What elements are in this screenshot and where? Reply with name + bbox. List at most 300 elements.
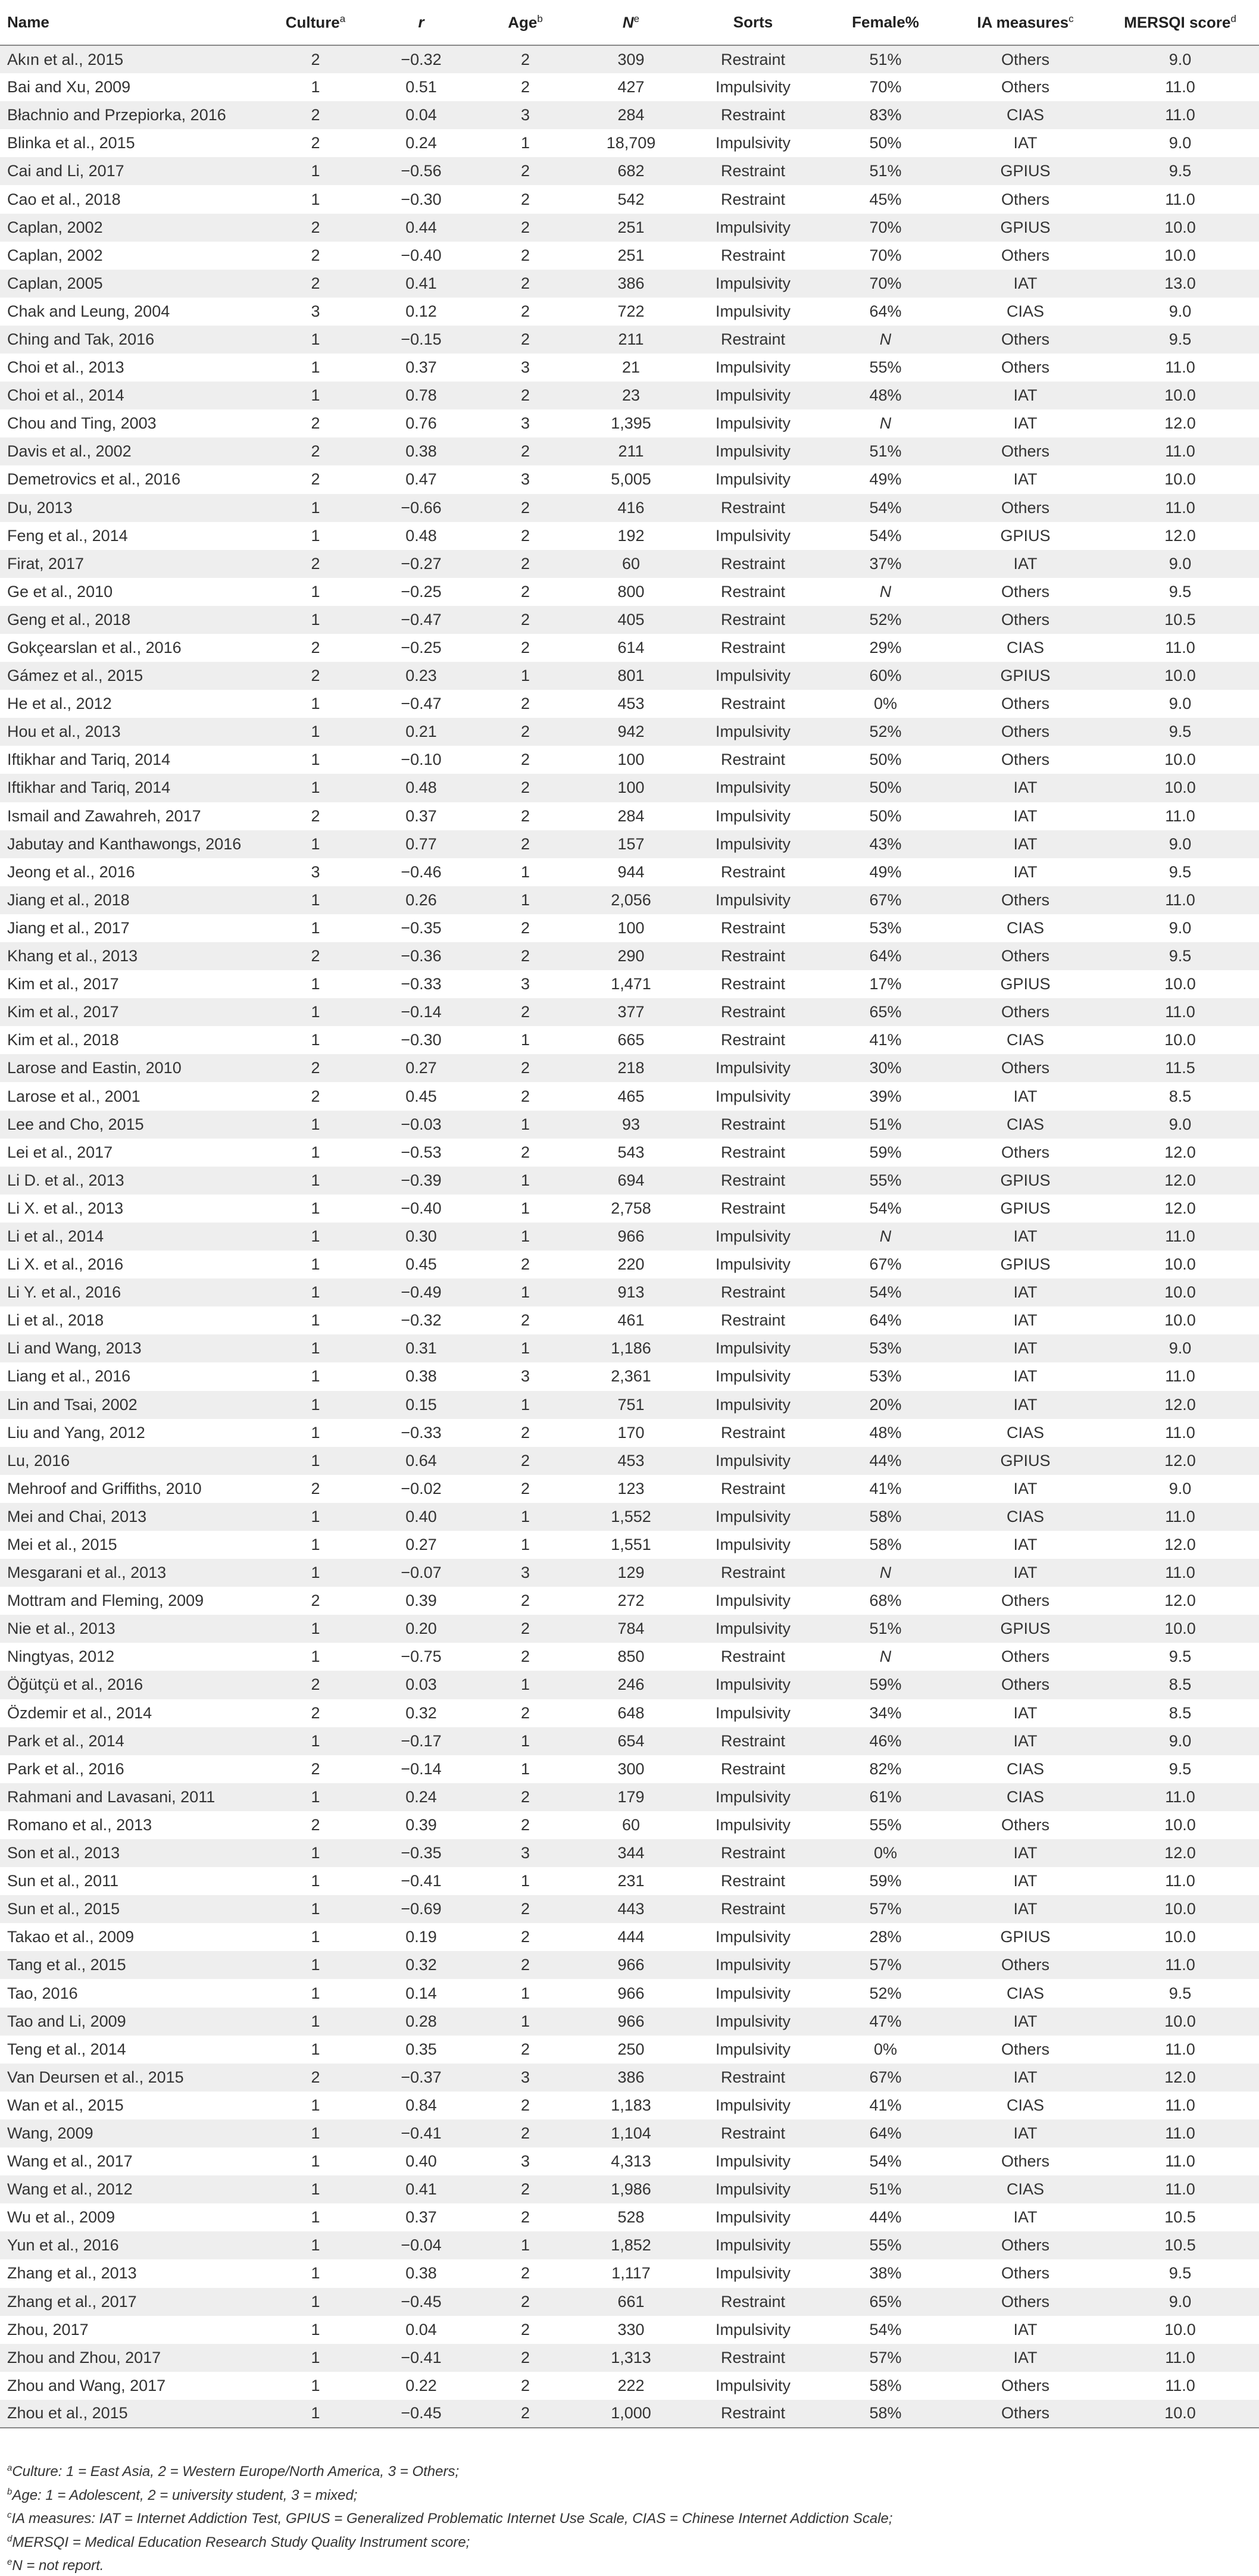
footnote bbox=[7, 2529, 1251, 2553]
cell-study-name: Kim et al., 2017 bbox=[7, 1003, 119, 1021]
cell-r-value: 0.84 bbox=[405, 2096, 437, 2114]
cell-study-name: Caplan, 2005 bbox=[7, 274, 103, 292]
table-row bbox=[0, 437, 1259, 465]
cell-age: 2 bbox=[473, 2400, 577, 2428]
cell-study-name: Davis et al., 2002 bbox=[7, 442, 132, 461]
cell-age: 2 bbox=[520, 610, 530, 629]
cell-female-percent: 54% bbox=[869, 2152, 902, 2171]
cell-mersqi-score: 9.0 bbox=[1169, 834, 1192, 853]
cell-culture: 1 bbox=[311, 1311, 320, 1330]
table-row bbox=[0, 1054, 1259, 1082]
cell-ia-measure: Others bbox=[1001, 723, 1050, 741]
table-row bbox=[0, 1531, 1259, 1559]
cell-ia-measure: Others bbox=[1001, 78, 1050, 96]
cell-culture: 2 bbox=[311, 246, 320, 264]
table-row bbox=[0, 1979, 1259, 2007]
cell-ia-measure: Others bbox=[1001, 246, 1050, 264]
cell-study-name: Lin and Tsai, 2002 bbox=[7, 1395, 138, 1414]
table-row bbox=[0, 1391, 1259, 1419]
cell-sample-size: 386 bbox=[617, 2068, 645, 2086]
cell-culture: 1 bbox=[311, 1956, 320, 1974]
cell-r-value: −0.36 bbox=[401, 947, 442, 965]
cell-culture: 1 bbox=[311, 1171, 320, 1189]
footnote-text: N = not report. bbox=[12, 2558, 104, 2574]
table-row bbox=[0, 214, 1259, 242]
cell-r-value: −0.32 bbox=[401, 50, 442, 68]
cell-mersqi-score: 10.5 bbox=[1164, 2208, 1196, 2227]
cell-age: 2 bbox=[520, 1423, 530, 1442]
cell-r-value: 0.28 bbox=[405, 2012, 437, 2030]
cell-age: 2 bbox=[520, 723, 530, 741]
cell-age: 2 bbox=[520, 2096, 530, 2114]
cell-study-name: Jabutay and Kanthawongs, 2016 bbox=[7, 834, 242, 853]
cell-ia-measure: IAT bbox=[1013, 470, 1038, 489]
cell-r-value: 0.41 bbox=[405, 274, 437, 292]
cell-sample-size: 543 bbox=[617, 1143, 645, 1161]
cell-culture: 1 bbox=[311, 2180, 320, 2199]
cell-study-name: Caplan, 2002 bbox=[7, 246, 103, 264]
cell-culture: 2 bbox=[311, 1675, 320, 1694]
cell-mersqi-score: 10.0 bbox=[1164, 1620, 1196, 1638]
cell-r-value: 0.19 bbox=[405, 1928, 437, 1946]
cell-sample-size: 1,471 bbox=[611, 975, 651, 993]
cell-r-value: −0.33 bbox=[401, 975, 442, 993]
cell-r-value: −0.40 bbox=[401, 1199, 442, 1217]
cell-female-percent: 28% bbox=[869, 1928, 902, 1946]
cell-female-percent: 44% bbox=[869, 1451, 902, 1470]
cell-study-name: Ismail and Zawahreh, 2017 bbox=[7, 806, 201, 825]
cell-mersqi-score: 12.0 bbox=[1164, 1844, 1196, 1862]
cell-female-percent: 82% bbox=[869, 1759, 902, 1778]
cell-female-percent: 67% bbox=[869, 2068, 902, 2086]
footnote-mark: c bbox=[7, 2510, 12, 2520]
cell-mersqi-score: 11.0 bbox=[1165, 1956, 1195, 1974]
table-row bbox=[0, 1783, 1259, 1811]
cell-culture: 1 bbox=[311, 1395, 320, 1414]
cell-sorts: Impulsivity bbox=[715, 2152, 791, 2171]
cell-sorts: Impulsivity bbox=[715, 890, 791, 909]
cell-sorts: Restraint bbox=[720, 1564, 786, 1582]
cell-mersqi-score: 11.0 bbox=[1165, 78, 1195, 96]
cell-mersqi-score: 11.0 bbox=[1165, 2348, 1195, 2366]
cell-mersqi-score: 10.0 bbox=[1164, 1928, 1196, 1946]
cell-sorts: Impulsivity bbox=[715, 2012, 791, 2030]
cell-mersqi-score: 9.5 bbox=[1169, 1759, 1192, 1778]
cell-female-percent: 57% bbox=[869, 2348, 902, 2366]
table-row bbox=[0, 578, 1259, 606]
table-row bbox=[0, 2119, 1259, 2147]
cell-r-value: −0.41 bbox=[401, 2124, 442, 2142]
cell-sorts: Impulsivity bbox=[715, 1395, 791, 1414]
cell-sorts: Impulsivity bbox=[715, 470, 791, 489]
cell-sample-size: 966 bbox=[617, 1956, 645, 1974]
cell-age: 3 bbox=[520, 1564, 530, 1582]
cell-ia-measure: Others bbox=[1001, 2040, 1050, 2058]
cell-study-name: Zhou et al., 2015 bbox=[0, 2400, 262, 2428]
col-header-ia-measures: IA measures$^c$ bbox=[949, 0, 1101, 45]
cell-ia-measure: Others bbox=[1001, 1143, 1050, 1161]
cell-age: 1 bbox=[520, 1171, 530, 1189]
cell-ia-measure: IAT bbox=[1013, 862, 1038, 881]
cell-culture: 3 bbox=[311, 862, 320, 881]
cell-sorts: Impulsivity bbox=[715, 1507, 791, 1525]
table-row bbox=[0, 2400, 1259, 2428]
cell-female-percent: 20% bbox=[869, 1395, 902, 1414]
cell-study-name: Mei and Chai, 2013 bbox=[7, 1507, 147, 1525]
cell-sorts: Impulsivity bbox=[715, 1956, 791, 1974]
cell-sample-size: 284 bbox=[617, 106, 645, 124]
cell-sample-size: 220 bbox=[617, 1255, 645, 1274]
cell-sorts: Restraint bbox=[720, 639, 786, 657]
cell-mersqi-score: 11.0 bbox=[1165, 1367, 1195, 1386]
cell-sorts: Impulsivity bbox=[715, 134, 791, 152]
cell-r-value: 0.38 bbox=[405, 442, 437, 461]
cell-sample-size: 453 bbox=[617, 695, 645, 713]
cell-mersqi-score: 9.0 bbox=[1169, 1479, 1192, 1498]
cell-culture: 2 bbox=[311, 442, 320, 461]
cell-study-name: Mesgarani et al., 2013 bbox=[7, 1564, 167, 1582]
cell-sample-size: 170 bbox=[617, 1423, 645, 1442]
cell-age: 2 bbox=[520, 1787, 530, 1806]
table-row bbox=[0, 2372, 1259, 2400]
table-row bbox=[0, 802, 1259, 830]
cell-ia-measure: Others bbox=[1001, 1059, 1050, 1077]
cell-sample-size: 192 bbox=[617, 526, 645, 545]
cell-r-value: 0.03 bbox=[405, 1675, 437, 1694]
cell-study-name: Li et al., 2014 bbox=[7, 1227, 104, 1245]
cell-culture: 1 bbox=[311, 1984, 320, 2002]
table-row bbox=[0, 690, 1259, 718]
cell-study-name: Jiang et al., 2018 bbox=[7, 890, 130, 909]
cell-mersqi-score: 9.5 bbox=[1169, 947, 1192, 965]
cell-sample-size: 416 bbox=[617, 498, 645, 517]
cell-culture: 1 bbox=[311, 1451, 320, 1470]
cell-study-name: Özdemir et al., 2014 bbox=[7, 1703, 152, 1722]
cell-age: 3 bbox=[520, 106, 530, 124]
cell-female-percent: 46% bbox=[869, 1731, 902, 1750]
cell-mersqi-score: 11.0 bbox=[1165, 1787, 1195, 1806]
cell-culture: 2 bbox=[311, 50, 320, 68]
table-row bbox=[0, 1559, 1259, 1587]
table-row bbox=[0, 1587, 1259, 1615]
cell-sorts: Impulsivity bbox=[715, 779, 791, 797]
cell-r-value: 0.14 bbox=[405, 1984, 437, 2002]
table-row bbox=[0, 718, 1259, 746]
cell-r-value: 0.37 bbox=[405, 806, 437, 825]
cell-sample-size: 1,104 bbox=[611, 2124, 651, 2142]
cell-r-value: 0.38 bbox=[405, 1367, 437, 1386]
cell-ia-measure: Others bbox=[1001, 2264, 1050, 2283]
cell-female-percent: 58% bbox=[869, 2376, 902, 2394]
cell-sorts: Impulsivity bbox=[715, 2376, 791, 2394]
cell-study-name: Son et al., 2013 bbox=[7, 1844, 120, 1862]
table-row bbox=[0, 858, 1259, 886]
cell-sorts: Impulsivity bbox=[715, 1984, 791, 2002]
cell-study-name: Kim et al., 2017 bbox=[7, 975, 119, 993]
cell-mersqi-score: 10.0 bbox=[1164, 2012, 1196, 2030]
cell-female-percent: 48% bbox=[869, 1423, 902, 1442]
cell-study-name: Ge et al., 2010 bbox=[7, 582, 113, 601]
cell-ia-measure: IAT bbox=[1013, 1479, 1038, 1498]
cell-ia-measure: Others bbox=[1001, 50, 1050, 68]
cell-culture: 2 bbox=[311, 667, 320, 685]
cell-r-value: 0.76 bbox=[405, 414, 437, 433]
cell-culture: 1 bbox=[311, 386, 320, 405]
cell-mersqi-score: 10.0 bbox=[1164, 1311, 1196, 1330]
cell-culture: 1 bbox=[311, 2348, 320, 2366]
cell-culture: 2 bbox=[311, 470, 320, 489]
cell-female-percent: 48% bbox=[869, 386, 902, 405]
table-row bbox=[0, 2147, 1259, 2175]
cell-mersqi-score: 10.5 bbox=[1164, 2236, 1196, 2255]
cell-culture: 2 bbox=[311, 1087, 320, 1105]
cell-study-name: Jeong et al., 2016 bbox=[7, 862, 135, 881]
cell-culture: 1 bbox=[311, 2264, 320, 2283]
cell-sorts: Restraint bbox=[720, 330, 786, 348]
cell-ia-measure: Others bbox=[1001, 582, 1050, 601]
cell-ia-measure: IAT bbox=[1013, 1731, 1038, 1750]
cell-age: 3 bbox=[520, 1844, 530, 1862]
cell-culture: 1 bbox=[311, 751, 320, 769]
table-row bbox=[0, 1475, 1259, 1503]
cell-female-percent: 51% bbox=[869, 1620, 902, 1638]
header-row bbox=[0, 0, 1259, 45]
cell-study-name: Choi et al., 2014 bbox=[7, 386, 124, 405]
cell-study-name: Nie et al., 2013 bbox=[7, 1620, 115, 1638]
cell-culture: 1 bbox=[311, 1507, 320, 1525]
cell-sample-size: 23 bbox=[621, 386, 641, 405]
cell-sample-size: 443 bbox=[617, 1900, 645, 1918]
cell-age: 1 bbox=[520, 1339, 530, 1358]
cell-sorts: Restraint bbox=[720, 1423, 786, 1442]
cell-study-name: Liang et al., 2016 bbox=[7, 1367, 131, 1386]
cell-female-percent: 41% bbox=[869, 1031, 902, 1049]
cell-culture: 1 bbox=[311, 1423, 320, 1442]
cell-culture: 1 bbox=[311, 330, 320, 348]
cell-female-percent: 54% bbox=[869, 1283, 902, 1302]
cell-female-percent: 51% bbox=[869, 442, 902, 461]
cell-mersqi-score: 12.0 bbox=[1164, 1536, 1196, 1554]
cell-sorts: Restraint bbox=[720, 1731, 786, 1750]
cell-sorts: Restraint bbox=[720, 918, 786, 937]
cell-sample-size: 1,313 bbox=[611, 2348, 651, 2366]
col-header-female: Female% bbox=[821, 0, 949, 45]
cell-mersqi-score: 9.0 bbox=[1169, 1115, 1192, 1133]
cell-study-name: Chak and Leung, 2004 bbox=[7, 302, 170, 320]
cell-mersqi-score: 11.0 bbox=[1165, 806, 1195, 825]
cell-r-value: 0.04 bbox=[405, 2320, 437, 2339]
cell-ia-measure: IAT bbox=[1013, 1311, 1038, 1330]
cell-sample-size: 284 bbox=[617, 806, 645, 825]
table-row bbox=[0, 1362, 1259, 1390]
cell-mersqi-score: 12.0 bbox=[1164, 1171, 1196, 1189]
cell-r-value: −0.32 bbox=[401, 1311, 442, 1330]
cell-r-value: −0.56 bbox=[401, 162, 442, 180]
table-row bbox=[0, 2259, 1259, 2287]
cell-mersqi-score: 9.5 bbox=[1169, 723, 1192, 741]
cell-sample-size: 250 bbox=[617, 2040, 645, 2058]
cell-sample-size: 2,758 bbox=[611, 1199, 651, 1217]
cell-age: 1 bbox=[520, 1872, 530, 1890]
cell-sorts: Impulsivity bbox=[715, 358, 791, 377]
cell-mersqi-score: 10.0 bbox=[1164, 1031, 1196, 1049]
cell-female-percent: 53% bbox=[869, 1367, 902, 1386]
footnote-mark: d bbox=[7, 2533, 13, 2544]
cell-mersqi-score: 10.0 bbox=[1164, 667, 1196, 685]
cell-age: 2 bbox=[520, 1815, 530, 1834]
cell-age: 2 bbox=[520, 50, 530, 68]
cell-ia-measure: CIAS bbox=[1006, 302, 1045, 320]
cell-sample-size: 300 bbox=[617, 1759, 645, 1778]
cell-culture: 1 bbox=[311, 1283, 320, 1302]
cell-sorts: Impulsivity bbox=[715, 1703, 791, 1722]
cell-study-name: Bai and Xu, 2009 bbox=[7, 78, 131, 96]
cell-sample-size: 222 bbox=[617, 2376, 645, 2394]
cell-culture: 1 bbox=[311, 1255, 320, 1274]
table-row bbox=[0, 1839, 1259, 1867]
cell-study-name: Tao, 2016 bbox=[7, 1984, 78, 2002]
cell-sorts: Restraint bbox=[720, 862, 786, 881]
cell-sorts: Impulsivity bbox=[715, 386, 791, 405]
cell-female-percent: 17% bbox=[869, 975, 902, 993]
cell-r-value: −0.15 bbox=[401, 330, 442, 348]
cell-age: 3 bbox=[520, 975, 530, 993]
cell-sample-size: 801 bbox=[617, 667, 645, 685]
cell-study-name: Demetrovics et al., 2016 bbox=[7, 470, 181, 489]
cell-mersqi-score: 10.0 bbox=[1164, 1900, 1196, 1918]
cell-female-percent: 54% bbox=[869, 1199, 902, 1217]
cell-age: 2 bbox=[520, 1479, 530, 1498]
table-row bbox=[0, 606, 1259, 634]
cell-r-value: 0.40 bbox=[405, 1507, 437, 1525]
table-row bbox=[0, 1699, 1259, 1727]
cell-sample-size: 231 bbox=[617, 1872, 645, 1890]
cell-female-percent: 55% bbox=[869, 2236, 902, 2255]
table-row bbox=[0, 970, 1259, 998]
cell-culture: 1 bbox=[262, 2400, 369, 2428]
cell-study-name: Wu et al., 2009 bbox=[7, 2208, 115, 2227]
cell-female-percent: N bbox=[879, 1647, 892, 1666]
cell-study-name: Khang et al., 2013 bbox=[7, 947, 138, 965]
cell-culture: 1 bbox=[311, 975, 320, 993]
cell-sample-size: 614 bbox=[617, 639, 645, 657]
cell-culture: 1 bbox=[311, 78, 320, 96]
cell-sorts: Impulsivity bbox=[715, 2096, 791, 2114]
cell-r-value: 0.77 bbox=[405, 834, 437, 853]
cell-mersqi-score: 11.0 bbox=[1165, 1003, 1195, 1021]
cell-culture: 1 bbox=[311, 526, 320, 545]
cell-female-percent: 60% bbox=[869, 667, 902, 685]
cell-female-percent: 45% bbox=[869, 190, 902, 208]
cell-sorts: Impulsivity bbox=[715, 2264, 791, 2283]
cell-female-percent: 59% bbox=[869, 1872, 902, 1890]
table-row bbox=[0, 326, 1259, 354]
cell-r-value: −0.14 bbox=[401, 1759, 442, 1778]
cell-ia-measure: CIAS bbox=[1006, 1984, 1045, 2002]
table-row bbox=[0, 45, 1259, 73]
cell-sample-size: 1,186 bbox=[611, 1339, 651, 1358]
cell-mersqi-score: 12.0 bbox=[1164, 1451, 1196, 1470]
cell-sample-size: 93 bbox=[621, 1115, 641, 1133]
cell-sorts: Restraint bbox=[720, 1199, 786, 1217]
cell-study-name: Takao et al., 2009 bbox=[7, 1928, 135, 1946]
cell-age: 2 bbox=[520, 751, 530, 769]
cell-ia-measure: GPIUS bbox=[1000, 667, 1051, 685]
table-row bbox=[0, 1867, 1259, 1895]
cell-ia-measure: GPIUS bbox=[1000, 162, 1051, 180]
cell-study-name: Öğütçü et al., 2016 bbox=[7, 1675, 143, 1694]
cell-ia-measure: GPIUS bbox=[1000, 1255, 1051, 1274]
cell-mersqi-score: 8.5 bbox=[1169, 1703, 1192, 1722]
cell-ia-measure: IAT bbox=[1013, 2068, 1038, 2086]
table-row bbox=[0, 662, 1259, 690]
cell-study-name: Błachnio and Przepiorka, 2016 bbox=[7, 106, 226, 124]
cell-sample-size: 211 bbox=[618, 330, 644, 348]
cell-age: 1 bbox=[520, 1283, 530, 1302]
cell-study-name: Kim et al., 2018 bbox=[7, 1031, 119, 1049]
cell-r-value: 0.64 bbox=[405, 1451, 437, 1470]
cell-sample-size: 344 bbox=[617, 1844, 645, 1862]
cell-ia-measure: Others bbox=[1001, 751, 1050, 769]
cell-female-percent: 39% bbox=[869, 1087, 902, 1105]
cell-age: 2 bbox=[520, 2040, 530, 2058]
cell-sample-size: 129 bbox=[617, 1564, 645, 1582]
cell-r-value: 0.51 bbox=[405, 78, 437, 96]
cell-sample-size: 272 bbox=[617, 1592, 645, 1610]
cell-female-percent: 64% bbox=[869, 1311, 902, 1330]
cell-sample-size: 4,313 bbox=[611, 2152, 651, 2171]
cell-ia-measure: IAT bbox=[1013, 1900, 1038, 1918]
cell-ia-measure: IAT bbox=[1013, 1703, 1038, 1722]
cell-r-value: −0.75 bbox=[401, 1647, 442, 1666]
cell-ia-measure: CIAS bbox=[1006, 1507, 1045, 1525]
cell-ia-measure: IAT bbox=[1013, 1564, 1038, 1582]
cell-female-percent: 52% bbox=[869, 1984, 902, 2002]
cell-sample-size: 386 bbox=[617, 274, 645, 292]
cell-age: 2 bbox=[520, 2208, 530, 2227]
table-row bbox=[0, 494, 1259, 522]
cell-ia-measure: IAT bbox=[1013, 806, 1038, 825]
cell-culture: 2 bbox=[311, 106, 320, 124]
cell-sorts: Impulsivity bbox=[715, 1059, 791, 1077]
cell-female-percent: 49% bbox=[869, 470, 902, 489]
cell-culture: 2 bbox=[311, 1703, 320, 1722]
table-row bbox=[0, 2288, 1259, 2316]
table-row bbox=[0, 774, 1259, 802]
cell-culture: 1 bbox=[311, 1143, 320, 1161]
cell-r-value: −0.66 bbox=[401, 498, 442, 517]
cell-r-value: −0.53 bbox=[401, 1143, 442, 1161]
cell-study-name: Firat, 2017 bbox=[7, 554, 85, 573]
cell-ia-measure: Others bbox=[1001, 2376, 1050, 2394]
cell-ia-measure: CIAS bbox=[1006, 2180, 1045, 2199]
cell-mersqi-score: 10.5 bbox=[1164, 610, 1196, 629]
table-row bbox=[0, 914, 1259, 942]
table-row bbox=[0, 73, 1259, 101]
cell-study-name: Blinka et al., 2015 bbox=[7, 134, 135, 152]
cell-ia-measure: IAT bbox=[1013, 1844, 1038, 1862]
cell-mersqi-score: 12.0 bbox=[1164, 1592, 1196, 1610]
cell-female-percent: 52% bbox=[869, 610, 902, 629]
cell-sorts: Restraint bbox=[720, 1283, 786, 1302]
cell-sorts: Impulsivity bbox=[715, 1928, 791, 1946]
cell-culture: 2 bbox=[311, 806, 320, 825]
cell-age: 1 bbox=[520, 134, 530, 152]
cell-sample-size: 123 bbox=[617, 1479, 645, 1498]
cell-sample-size: 942 bbox=[617, 723, 645, 741]
cell-r-value: 0.24 bbox=[405, 134, 437, 152]
cell-ia-measure: GPIUS bbox=[1000, 1928, 1051, 1946]
